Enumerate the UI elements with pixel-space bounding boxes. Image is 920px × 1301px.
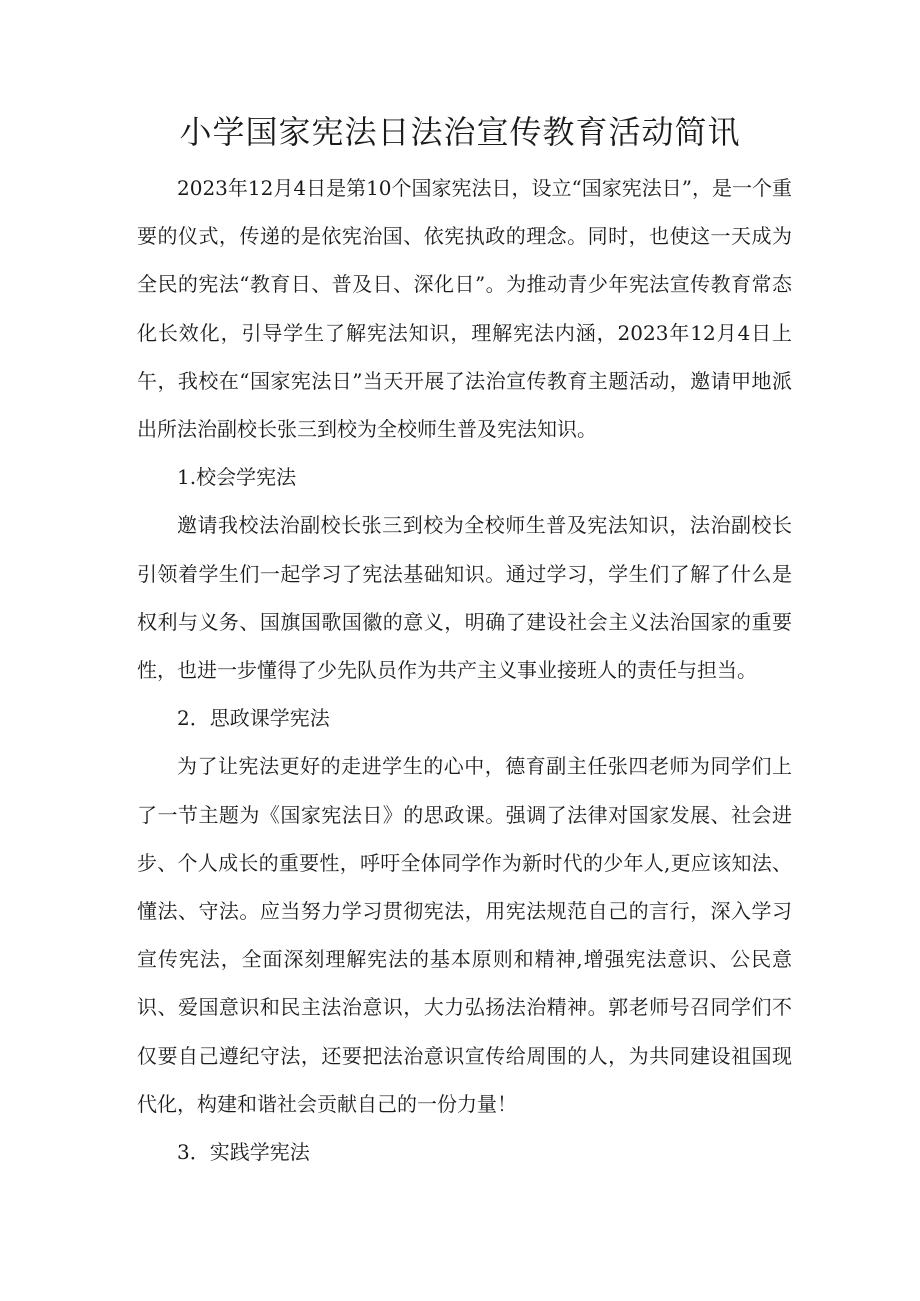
- intro-paragraph: 2023年12月4日是第10个国家宪法日，设立“国家宪法日”，是一个重要的仪式，传递的是依宪治国、依宪执政的理念。同时，也使这一天成为全民的宪法“教育日、普及日、深化日”。为推动青少年宪法宣传教育常态化长效化，引导学生了解宪法知识，理解宪法内涵，2023年12月4日上午，我校在“国家宪法日”当天开展了法治宣传教育主题活动，邀请甲地派出所法治副校长张三到校为全校师生普及宪法知识。: [137, 176, 792, 442]
- document-title: 小学国家宪法日法治宣传教育活动简讯: [179, 113, 741, 151]
- section-heading-1: 1.校会学宪法: [177, 465, 297, 490]
- document-body: [137, 164, 792, 1176]
- section-heading-3: 3．实践学宪法: [177, 1140, 310, 1165]
- section-paragraph-2: 为了让宪法更好的走进学生的心中，德育副主任张四老师为同学们上了一节主题为《国家宪法日》的思政课。强调了法律对国家发展、社会进步、个人成长的重要性，呼吁全体同学作为新时代的少年人,更应该知法、懂法、守法。应当努力学习贯彻宪法，用宪法规范自己的言行，深入学习宣传宪法，全面深刻理解宪法的基本原则和精神,增强宪法意识、公民意识、爱国意识和民主法治意识，大力弘扬法治精神。郭老师号召同学们不仅要自己遵纪守法，还要把法治意识宣传给周围的人，为共同建设祖国现代化，构建和谐社会贡献自己的一份力量！: [137, 754, 792, 1116]
- section-paragraph-1: 邀请我校法治副校长张三到校为全校师生普及宪法知识，法治副校长引领着学生们一起学习了宪法基础知识。通过学习，学生们了解了什么是权利与义务、国旗国歌国徽的意义，明确了建设社会主义法治国家的重要性，也进一步懂得了少先队员作为共产主义事业接班人的责任与担当。: [137, 513, 792, 683]
- section-heading-2: 2．思政课学宪法: [177, 706, 330, 731]
